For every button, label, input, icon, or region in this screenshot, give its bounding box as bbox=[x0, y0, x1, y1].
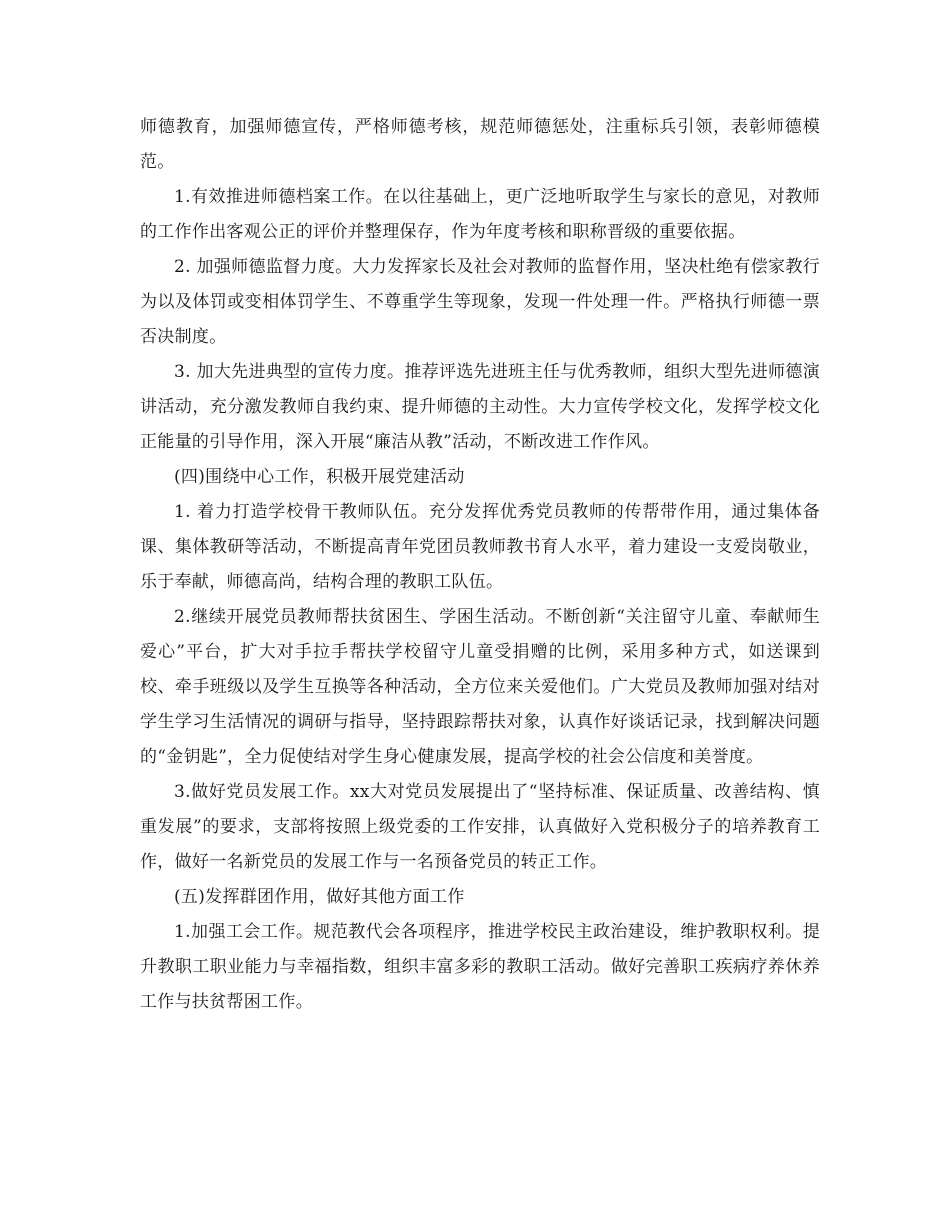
paragraph-assist-students: 2.继续开展党员教师帮扶贫困生、学困生活动。不断创新“关注留守儿童、奉献师生爱心”平台，扩大对手拉手帮扶学校留守儿童受捐赠的比例，采用多种方式，如送课到校、牵手班级以及学生互换等各种活动，全方位来关爱他们。广大党员及教师加强对结对学生学习生活情况的调研与指导，坚持跟踪帮扶对象，认真作好谈话记录，找到解决问题的“金钥匙”，全力促使结对学生身心健康发展，提高学校的社会公信度和美誉度。 bbox=[140, 607, 820, 767]
paragraph-advanced-models-publicity: 3. 加大先进典型的宣传力度。推荐评选先进班主任与优秀教师，组织大型先进师德演讲活动，充分激发教师自我约束、提升师德的主动性。大力宣传学校文化，发挥学校文化正能量的引导作用，深入开展“廉洁从教”活动，不断改进工作作风。 bbox=[140, 362, 820, 452]
section-heading-5: (五)发挥群团作用，做好其他方面工作 bbox=[174, 887, 465, 907]
section-heading-4: (四)围绕中心工作，积极开展党建活动 bbox=[174, 467, 465, 487]
paragraph-continuation: 师德教育，加强师德宣传，严格师德考核，规范师德惩处，注重标兵引领，表彰师德模范。 bbox=[140, 117, 820, 172]
paragraph-ethics-supervision: 2. 加强师德监督力度。大力发挥家长及社会对教师的监督作用，坚决杜绝有偿家教行为以及体罚或变相体罚学生、不尊重学生等现象，发现一件处理一件。严格执行师德一票否决制度。 bbox=[140, 257, 820, 347]
document-body bbox=[140, 110, 820, 1020]
paragraph-backbone-teachers: 1. 着力打造学校骨干教师队伍。充分发挥优秀党员教师的传帮带作用，通过集体备课、集体教研等活动，不断提高青年党团员教师教书育人水平，着力建设一支爱岗敬业，乐于奉献，师德高尚，结构合理的教职工队伍。 bbox=[140, 502, 820, 592]
paragraph-union-work: 1.加强工会工作。规范教代会各项程序，推进学校民主政治建设，维护教职权利。提升教职工职业能力与幸福指数，组织丰富多彩的教职工活动。做好完善职工疾病疗养休养工作与扶贫帮困工作。 bbox=[140, 922, 820, 1012]
paragraph-teacher-ethics-archive: 1.有效推进师德档案工作。在以往基础上，更广泛地听取学生与家长的意见，对教师的工作作出客观公正的评价并整理保存，作为年度考核和职称晋级的重要依据。 bbox=[140, 187, 820, 242]
paragraph-party-member-development: 3.做好党员发展工作。xx大对党员发展提出了“坚持标准、保证质量、改善结构、慎重发展”的要求，支部将按照上级党委的工作安排，认真做好入党积极分子的培养教育工作，做好一名新党员的发展工作与一名预备党员的转正工作。 bbox=[140, 782, 820, 872]
